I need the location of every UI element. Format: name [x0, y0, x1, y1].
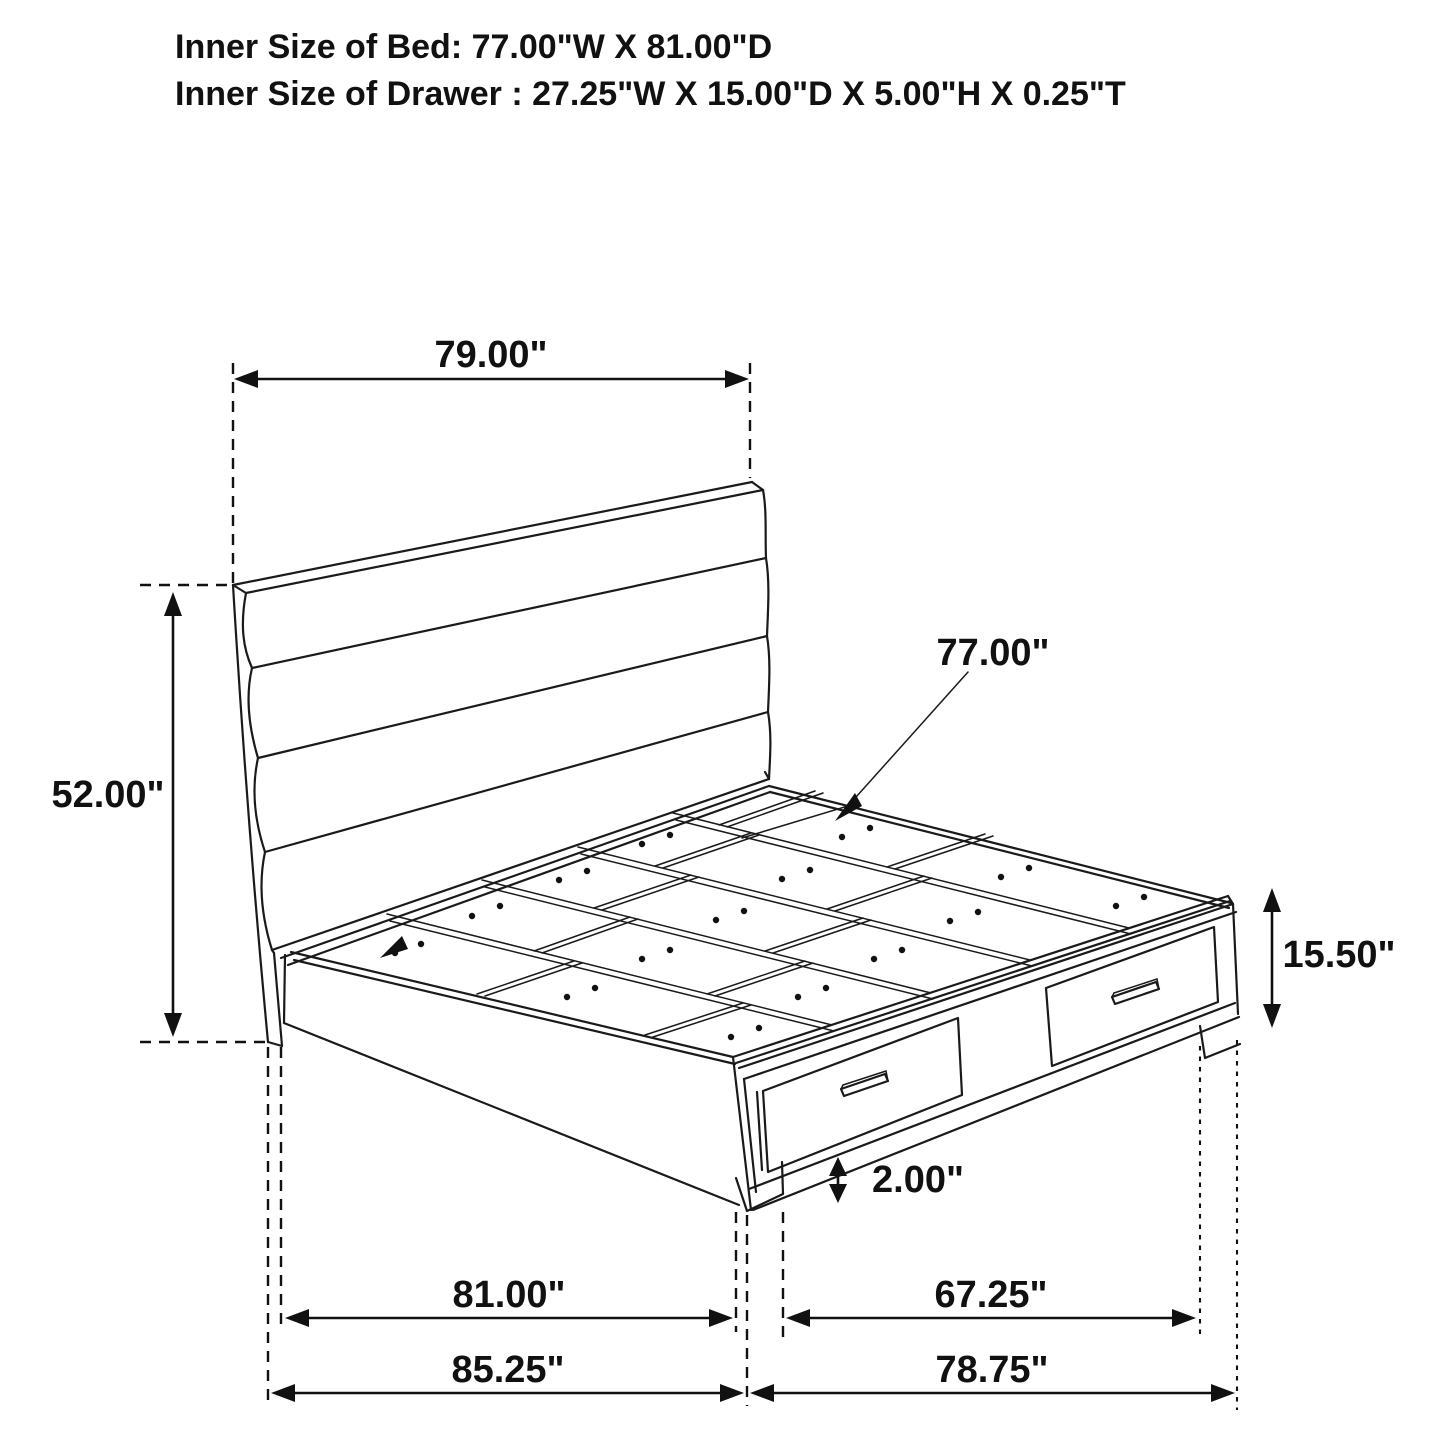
dimension-52 [51, 592, 182, 1037]
footboard [733, 896, 1240, 1211]
dimension-8525 [271, 1349, 744, 1402]
dimension-1550 [1263, 888, 1396, 1028]
headboard [233, 482, 770, 1046]
dimension-81 [285, 1274, 733, 1327]
drawer-handle-right-icon [1112, 979, 1159, 1004]
dimension-79 [234, 334, 749, 388]
title-inner-size-bed: Inner Size of Bed: 77.00"W X 81.00"D [175, 28, 773, 66]
drawer-left [763, 1018, 962, 1172]
screw-hole-dots [392, 825, 1147, 1040]
extension-lines [140, 363, 1237, 1410]
dimension-6725 [786, 1274, 1196, 1327]
bed-drawing [233, 482, 1240, 1211]
dimension-200 [829, 1157, 964, 1203]
drawer-handle-left-icon [841, 1071, 888, 1096]
dim-label-footboard-height: 15.50" [1282, 934, 1396, 976]
dim-label-inner-depth: 81.00" [452, 1274, 566, 1316]
dim-label-footboard-width: 78.75" [935, 1349, 1049, 1391]
dim-label-foot-clearance: 2.00" [872, 1159, 964, 1201]
bed-rails [281, 772, 1231, 1205]
leader-arrowhead-slat [835, 793, 862, 821]
dimension-77 [936, 632, 1049, 674]
dimension-7875 [750, 1349, 1235, 1402]
dim-label-headboard-height: 52.00" [51, 774, 165, 816]
dim-label-drawer-rail-span: 67.25" [934, 1274, 1048, 1316]
dim-label-slat-width: 77.00" [936, 632, 1050, 674]
dim-label-headboard-width: 79.00" [434, 334, 548, 376]
title-inner-size-drawer: Inner Size of Drawer : 27.25"W X 15.00"D X 5.00"H X 0.25"T [175, 75, 1126, 113]
dim-label-overall-depth: 85.25" [451, 1349, 565, 1391]
